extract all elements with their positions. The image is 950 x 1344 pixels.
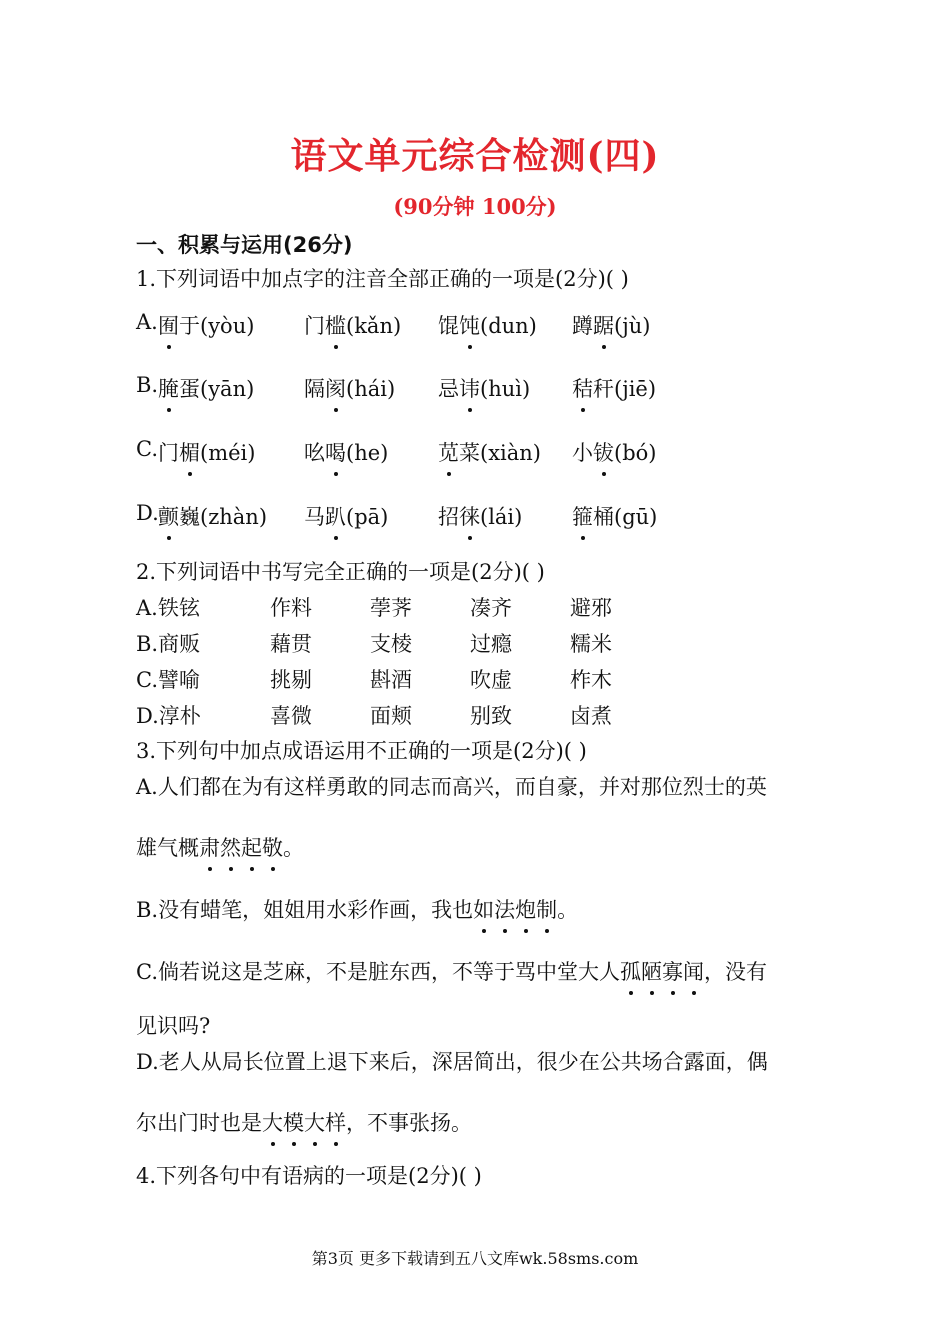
dotted-char: 秸 <box>572 373 593 403</box>
dotted-char: 徕 <box>459 501 480 531</box>
option-word: 柞木 <box>570 668 612 692</box>
dotted-char: 苋 <box>438 437 459 467</box>
dotted-char: 钹 <box>593 437 614 467</box>
question-3-stem: 3.下列句中加点成语运用不正确的一项是(2分)( ) <box>136 739 587 763</box>
dotted-char: 大 <box>262 1107 283 1137</box>
dotted-char: 样 <box>325 1107 346 1137</box>
question-3-option-d-line2: 尔出门时也是大模大样，不事张扬。 <box>136 1107 472 1137</box>
option-word: 吆喝(he) <box>304 437 388 467</box>
option-label: A. <box>136 310 158 334</box>
option-word: 门槛(kǎn) <box>304 310 401 340</box>
option-word: A.铁铉 <box>136 596 200 620</box>
dotted-char: 闻 <box>683 956 704 986</box>
option-word: 门楣(méi) <box>158 437 255 467</box>
option-word: 糯米 <box>570 632 612 656</box>
option-word: 喜微 <box>270 704 312 728</box>
option-word: 囿于(yòu) <box>158 310 254 340</box>
option-word: 马趴(pā) <box>304 501 388 531</box>
question-3-option-a-line2: 雄气概肃然起敬。 <box>136 832 304 862</box>
question-3-option-a-line1: A.人们都在为有这样勇敢的同志而高兴，而自豪，并对那位烈士的英 <box>136 775 767 799</box>
option-word: 小钹(bó) <box>572 437 656 467</box>
option-word: 支棱 <box>370 632 412 656</box>
option-label: B. <box>136 373 159 397</box>
dotted-char: 趴 <box>325 501 346 531</box>
option-word: 馄饨(dun) <box>438 310 537 340</box>
option-word: 苋菜(xiàn) <box>438 437 541 467</box>
question-3-option-c-line1: C.倘若说这是芝麻，不是脏东西，不等于骂中堂大人孤陋寡闻，没有 <box>136 956 767 986</box>
question-4-stem: 4.下列各句中有语病的一项是(2分)( ) <box>136 1164 482 1188</box>
dotted-char: 喝 <box>325 437 346 467</box>
option-word: 隔阂(hái) <box>304 373 395 403</box>
option-word: 荸荠 <box>370 596 412 620</box>
dotted-char: 颤 <box>158 501 179 531</box>
dotted-char: 讳 <box>459 373 480 403</box>
option-word: 箍桶(gū) <box>572 501 657 531</box>
option-word: D.淳朴 <box>136 704 201 728</box>
dotted-char: 阂 <box>325 373 346 403</box>
page-footer: 第3页 更多下载请到五八文库wk.58sms.com <box>311 1249 639 1268</box>
dotted-char: 肃 <box>199 832 220 862</box>
option-word: 别致 <box>470 704 512 728</box>
dotted-char: 饨 <box>459 310 480 340</box>
option-word: 颤巍(zhàn) <box>158 501 267 531</box>
option-word: 作料 <box>270 596 312 620</box>
dotted-char: 囿 <box>158 310 179 340</box>
dotted-char: 孤 <box>620 956 641 986</box>
option-word: 面颊 <box>370 704 412 728</box>
option-word: B.商贩 <box>136 632 201 656</box>
option-word: 忌讳(huì) <box>438 373 530 403</box>
dotted-char: 陋 <box>641 956 662 986</box>
dotted-char: 大 <box>304 1107 325 1137</box>
dotted-char: 制 <box>536 894 557 924</box>
option-word: 挑剔 <box>270 668 312 692</box>
dotted-char: 模 <box>283 1107 304 1137</box>
option-word: 腌蛋(yān) <box>158 373 254 403</box>
option-word: 吹虚 <box>470 668 512 692</box>
option-word: 秸秆(jiē) <box>572 373 656 403</box>
question-1-stem: 1.下列词语中加点字的注音全部正确的一项是(2分)( ) <box>136 267 629 291</box>
option-word: 避邪 <box>570 596 612 620</box>
question-3-option-b: B.没有蜡笔，姐姐用水彩作画，我也如法炮制。 <box>136 894 578 924</box>
question-3-option-c-line2: 见识吗? <box>136 1014 211 1038</box>
page-title: 语文单元综合检测(四) <box>290 135 660 177</box>
option-label: D. <box>136 501 159 525</box>
dotted-char: 如 <box>473 894 494 924</box>
dotted-char: 起 <box>241 832 262 862</box>
question-2-stem: 2.下列词语中书写完全正确的一项是(2分)( ) <box>136 560 545 584</box>
dotted-char: 腌 <box>158 373 179 403</box>
dotted-char: 箍 <box>572 501 593 531</box>
option-word: 凑齐 <box>470 596 512 620</box>
option-word: 蹲踞(jù) <box>572 310 650 340</box>
option-word: 卤煮 <box>570 704 612 728</box>
section-heading: 一、积累与运用(26分) <box>136 233 353 257</box>
question-3-option-d-line1: D.老人从局长位置上退下来后，深居简出，很少在公共场合露面，偶 <box>136 1050 768 1074</box>
dotted-char: 敬 <box>262 832 283 862</box>
dotted-char: 炮 <box>515 894 536 924</box>
option-word: 招徕(lái) <box>438 501 522 531</box>
dotted-char: 楣 <box>179 437 200 467</box>
dotted-char: 法 <box>494 894 515 924</box>
dotted-char: 槛 <box>325 310 346 340</box>
option-word: 斟酒 <box>370 668 412 692</box>
dotted-char: 踞 <box>593 310 614 340</box>
option-word: C.譬喻 <box>136 668 200 692</box>
option-word: 过瘾 <box>470 632 512 656</box>
option-word: 藉贯 <box>270 632 312 656</box>
dotted-char: 然 <box>220 832 241 862</box>
option-label: C. <box>136 437 158 461</box>
dotted-char: 寡 <box>662 956 683 986</box>
exam-duration-score: (90分钟 100分) <box>393 194 557 219</box>
